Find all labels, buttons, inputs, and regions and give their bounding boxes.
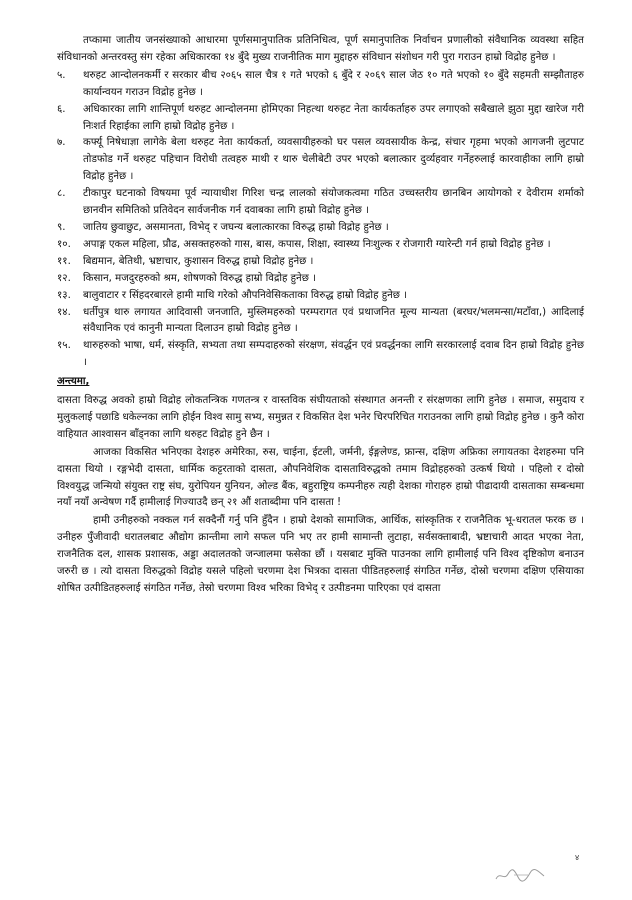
demand-item-number: १५. xyxy=(57,340,71,352)
demand-item-number: १३. xyxy=(57,289,71,301)
demand-item xyxy=(57,220,584,237)
closing-heading: अन्त्यमा, xyxy=(57,376,90,388)
demand-item xyxy=(57,338,584,372)
demand-item-number: ८. xyxy=(57,188,66,200)
demand-item xyxy=(57,237,584,254)
demand-item xyxy=(57,271,584,288)
demand-item-text: बालुवाटार र सिंहदरबारले हामी माथि गरेको औपनिवेसिकताका विरुद्ध हाम्रो विद्रोह हुनेछ । xyxy=(83,289,408,301)
demand-item-text: थरुहट आन्दोलनकर्मी र सरकार बीच २०६५ साल चैत्र १ गते भएको ६ बुँदे र २०६९ साल जेठ १० गते भएको १० बुँदे सहमती सम्झौताहरु कार्यान्वयन गराउन विद्रोह हुनेछ । xyxy=(83,69,584,98)
demand-item xyxy=(57,288,584,305)
demand-item xyxy=(57,135,584,186)
demand-item-text: थारुहरुको भाषा, धर्म, संस्कृति, सभ्यता तथा सम्पदाहरुको संरक्षण, संवर्द्धन एवं प्रवर्द्धनका लागि सरकारलाई दवाब दिन हाम्रो विद्रोह हुनेछ । xyxy=(83,340,584,369)
demand-item xyxy=(57,305,584,339)
demand-item-text: अपाङ्ग एकल महिला, प्रौढ, असक्तहरुको गास, बास, कपास, शिक्षा, स्वास्थ्य निःशुल्क र रोजगारी ग्यारेन्टी गर्न हाम्रो विद्रोह हुनेछ । xyxy=(83,238,551,250)
demand-item-text: अधिकारका लागि शान्तिपूर्ण थरुहट आन्दोलनमा होमिएका निहत्था थरुहट नेता कार्यकर्ताहरु उपर लगाएको सबैखाले झुठा मुद्दा खारेज गरी निःशर्त रिहाईका लागि हाम्रो विद्रोह हुनेछ । xyxy=(83,103,584,132)
demand-item xyxy=(57,68,584,102)
demand-item xyxy=(57,254,584,271)
page-number: ४ xyxy=(575,853,580,862)
document-body xyxy=(57,33,584,599)
demand-item-number: १०. xyxy=(57,238,71,250)
demand-item-number: १२. xyxy=(57,272,71,284)
demand-item-text: किसान, मजदुरहरुको श्रम, शोषणको विरुद्ध हाम्रो विद्रोह हुनेछ । xyxy=(83,272,316,284)
demand-item xyxy=(57,102,584,136)
handwritten-signature xyxy=(494,865,550,889)
closing-paragraph-1: दासता विरुद्ध अवको हाम्रो विद्रोह लोकतन्त्रिक गणतन्त्र र वास्तविक संघीयताको संस्थागत अनन्ती र संरक्षणका लागि हुनेछ । समाज, समुदाय र मुलुकलाई पछाडि धकेल्नका लागि होईन विश्व सामु सभ्य, समुन्नत र विकसित देश भनेर चिरपरिचित गराउनका लागि हाम्रो विद्रोह हुनेछ । कुनै कोरा वाहियात आश्वासन बाँड्नका लागि थरुहट विद्रोह हुने छैन । xyxy=(57,395,584,440)
demand-item-number: ९. xyxy=(57,221,66,233)
closing-paragraph-3: हामी उनीहरुको नक्कल गर्न सक्दैनौं गर्नु पनि हुँदैन । हाम्रो देशको सामाजिक, आर्थिक, सांस्कृतिक र राजनैतिक भू-धरातल फरक छ । उनीहरु पुँजीवादी धरातलबाट औद्योग क्रान्तीमा लागे सफल पनि भए तर हामी सामान्ती लुटाहा, सर्वसक्ताबादी, भ्रष्टाचारी आदत भएका नेता, राजनैतिक दल, शासक प्रशासक, अड्डा अदालतको जन्जालमा फसेका छौं । यसबाट मुक्ति पाउनका लागि हामीलाई पनि विश्व दृष्टिकोण बनाउन जरुरी छ । त्यो दासता विरुद्धको विद्रोह यसले पहिलो चरणमा देश भित्रका दासता पीडितहरुलाई संगठित गर्नेछ, दोस्रो चरणमा दक्षिण एसियाका शोषित उत्पीडितहरुलाई संगठित गर्नेछ, तेस्रो चरणमा विश्व भरिका विभेद् र उत्पीडनमा पारिएका एवं दासता xyxy=(57,515,584,594)
demand-item-text: टीकापुर घटनाको विषयमा पूर्व न्यायाधीश गिरिश चन्द्र लालको संयोजकत्वमा गठित उच्चस्तरीय छानबिन आयोगको र देवीराम शर्माको छानवीन समितिको प्रतिवेदन सार्वजनीक गर्न दवाबका लागि हाम्रो विद्रोह हुनेछ । xyxy=(83,188,584,217)
demands-list xyxy=(57,68,584,372)
demand-item-number: ६. xyxy=(57,103,66,115)
demand-item xyxy=(57,186,584,220)
closing-paragraph-2: आजका विकसित भनिएका देशहरु अमेरिका, रुस, चाईना, ईटली, जर्मनी, ईङ्गलेण्ड, फ्रान्स, दक्षिण अफ्रिका लगायतका देशहरुमा पनि दासता थियो । रङ्गभेदी दासता, धार्मिक कट्टरताको दासता, औपनिवेशिक दासताविरुद्धको तमाम विद्रोहहरुको उत्कर्ष थियो । पहिलो र दोस्रो विश्वयुद्ध जन्मियो संयुक्त राष्ट्र संघ, युरोपियन युनियन, ओल्ड बैंक, बहुराष्ट्रिय कम्पनीहरु त्यही देशका गोराहरु हाम्रो पीढादायी दासताका सम्बन्धमा नयाँ नयाँ अन्वेषण गर्दै हामीलाई गिज्याउदै छन् २१ औं शताब्दीमा पनि दासता ! xyxy=(57,446,584,509)
demand-item-text: बिद्यमान, बेतिथी, भ्रष्टाचार, कुशासन विरुद्ध हाम्रो विद्रोह हुनेछ । xyxy=(83,255,314,267)
demand-item-text: धर्तीपुत्र थारु लगायत आदिवासी जनजाति, मुस्लिमहरुको परम्परागत एवं प्रथाजनित मूल्य मान्यता (बरघर/भलमन्सा/मटाँवा,) आदिलाई संवैधानिक एवं कानुनी मान्यता दिलाउन हाम्रो विद्रोह हुनेछ । xyxy=(83,306,584,335)
demand-item-text: जातिय छुवाछुट, असमानता, विभेद् र जघन्य बलात्कारका विरुद्ध हाम्रो विद्रोह हुनेछ । xyxy=(83,221,389,233)
demand-item-number: ११. xyxy=(57,255,71,267)
demand-item-text: कर्फ्यू निषेधाज्ञा लागेके बेला थरुहट नेता कार्यकर्ता, व्यवसायीहरुको घर पसल व्यवसायीक केन्द्र, संचार गृहमा भएको आगजनी लुटपाट तोडफोड गर्ने थरुहट पहिचान विरोधी तत्वहरु माथी र थारु चेलीबेटी उपर भएको बलात्कार दुर्व्यहवार गर्नेहरुलाई कारवाहीका लागि हाम्रो विद्रोह हुनेछ । xyxy=(83,137,584,183)
demand-item-number: ५. xyxy=(57,69,66,81)
demand-item-number: ७. xyxy=(57,137,66,149)
intro-paragraph: तप्कामा जातीय जनसंख्याको आधारमा पूर्णसमानुपातिक प्रतिनिधित्व, पूर्ण समानुपातिक निर्वाचन प्रणालीको संवैधानिक व्यवस्था सहित संविधानको अन्तरवस्तु संग रहेका अधिकारका १४ बुँदे मुख्य राजनीतिक माग मुद्दाहरु संविधान संशोधन गरी पुरा गराउन हाम्रो विद्रोह हुनेछ । xyxy=(57,35,584,63)
demand-item-number: १४. xyxy=(57,306,71,318)
